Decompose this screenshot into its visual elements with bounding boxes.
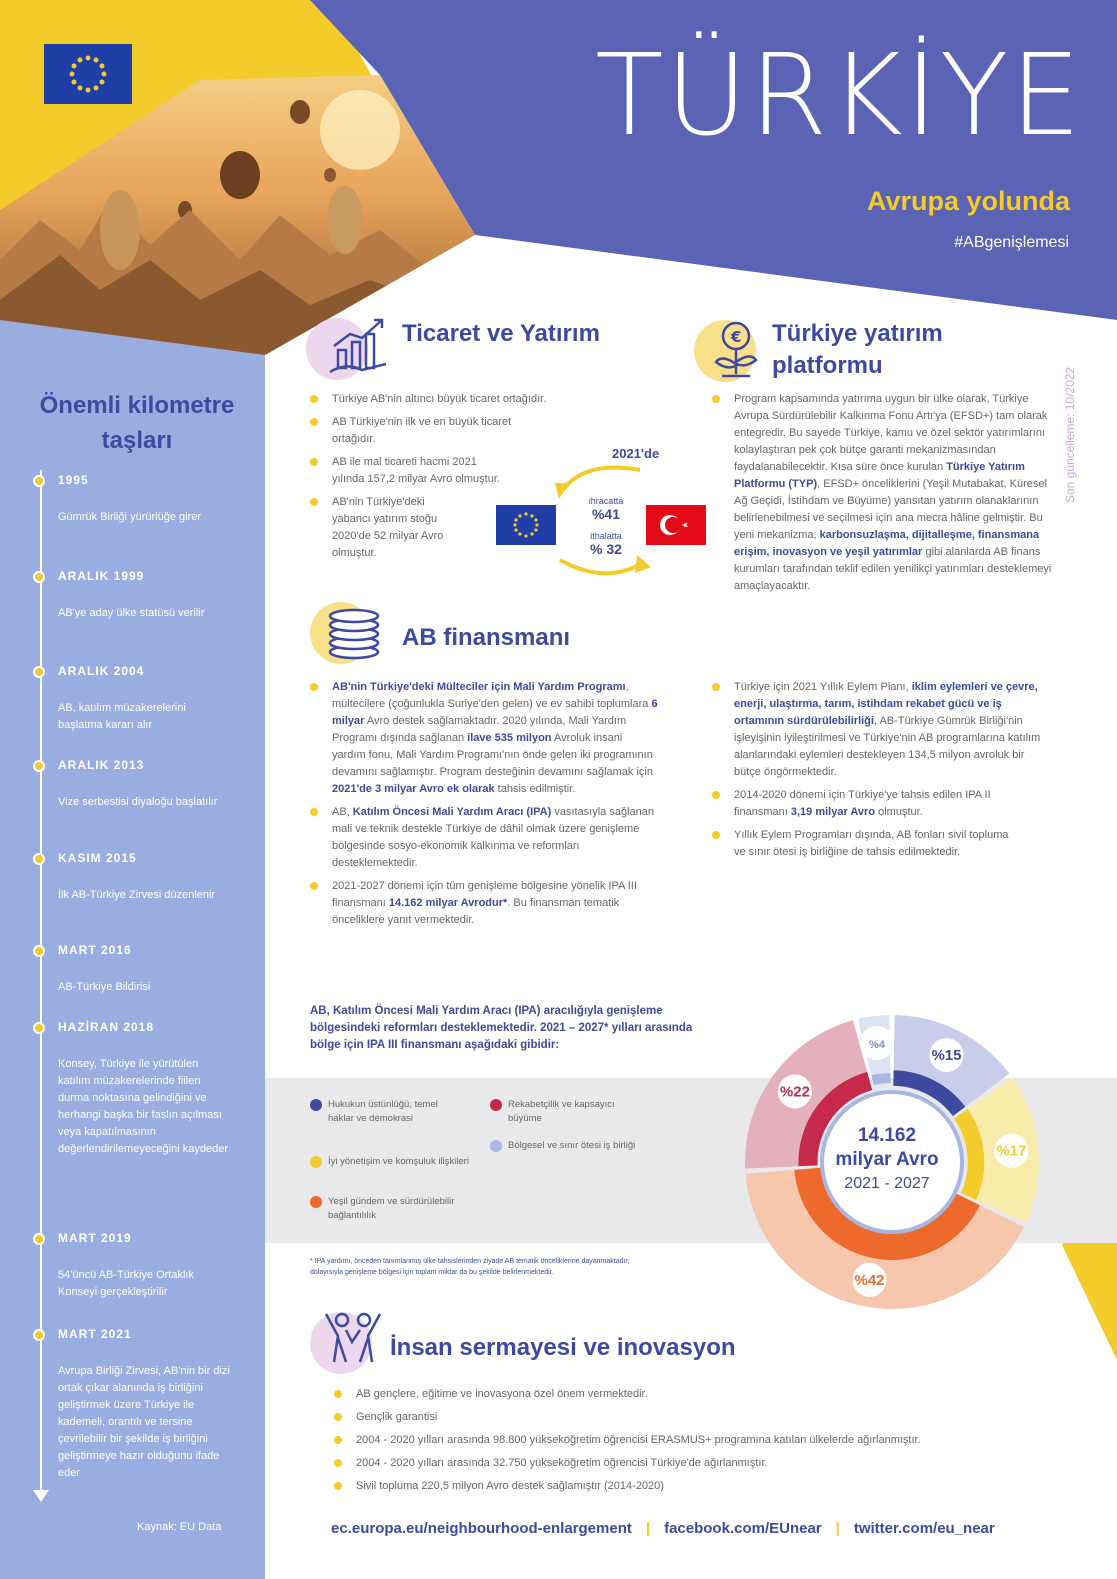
funding-title: AB finansmanı [402, 624, 571, 651]
milestone-year: MART 2021 [58, 1327, 132, 1341]
slice-label: %22 [779, 1083, 810, 1101]
list-item: 2004 - 2020 yılları arasında 98.800 yükseköğretim öğrencisi ERASMUS+ programına katılan ülkelerde ağırlanmıştır. [334, 1432, 986, 1449]
trade-title: Ticaret ve Yatırım [402, 320, 600, 347]
list-item: 2021-2027 dönemi için tüm genişleme bölgesine yönelik IPA III finansmanı 14.162 milyar Avrodur*. Bu finansman tematik önceliklere yanıt vermektedir. [310, 878, 658, 929]
slice-label: %17 [996, 1142, 1027, 1160]
slice-label: %4 [869, 1038, 885, 1051]
milestone-year: MART 2019 [58, 1231, 132, 1245]
export-label: ihracatta [588, 496, 624, 506]
legend-swatch [310, 1196, 322, 1208]
footnote: * IPA yardımı, önceden tanımlanmış ülke tahsislerinden ziyade AB tematik önceliklerine dayanmaktadır; dolayısıyla genişleme bölgesi için toplam miktar da bu şekilde belirlenmektedir. [310, 1258, 630, 1276]
legend-swatch [310, 1099, 322, 1111]
chart-center [812, 1124, 962, 1196]
milestone-year: MART 2016 [58, 943, 132, 957]
chart-center-amount: 14.162 [857, 1125, 917, 1146]
milestone-year: KASIM 2015 [58, 851, 137, 865]
milestone-year: ARALIK 2013 [58, 758, 145, 772]
twitter-link[interactable]: twitter.com/eu_near [853, 1520, 995, 1537]
investment-title: Türkiye yatırım platformu [772, 320, 943, 379]
trade-year-label: 2021'de [612, 446, 660, 461]
separator: | [835, 1520, 840, 1537]
timeline-dot-icon [33, 1233, 45, 1245]
legend-swatch [490, 1140, 502, 1152]
list-item: AB gençlere, eğitime ve inovasyona özel önem vermektedir. [334, 1386, 1014, 1403]
timeline-dot-icon [33, 760, 45, 772]
milestone-text: İlk AB-Türkiye Zirvesi düzenlenir [58, 889, 216, 901]
legend-swatch [490, 1099, 502, 1111]
legend-item: Yeşil gündem ve sürdürülebilir bağlantılılık [310, 1195, 460, 1223]
funding-list [310, 679, 658, 935]
list-item: AB ile mal ticareti hacmi 2021 yılında 157,2 milyar Avro olmuştur. [310, 454, 512, 488]
milestone-year: HAZİRAN 2018 [58, 1020, 155, 1034]
list-item: Türkiye AB'nin altıncı büyük ticaret ortağıdır. [310, 391, 582, 408]
timeline-dot-icon [33, 666, 45, 678]
milestone-text: Vize serbestisi diyaloğu başlatılır [58, 796, 218, 808]
import-value: % 32 [590, 541, 622, 557]
list-item: Sivil topluma 220,5 milyon Avro destek sağlamıştır (2014-2020) [334, 1478, 1014, 1495]
people-icon [310, 1312, 372, 1374]
trade-icon [306, 318, 368, 380]
milestone-text: 54'üncü AB-Türkiye Ortaklık Konseyi gerçekleştirilir [58, 1269, 194, 1298]
list-item: Gençlik garantisi [334, 1409, 1014, 1426]
slice-label: %15 [931, 1047, 962, 1065]
timeline-dot-icon [33, 945, 45, 957]
investment-list [712, 391, 1057, 601]
timeline-dot-icon [33, 475, 45, 487]
turkey-flag-icon [646, 505, 706, 545]
human-capital-list [334, 1386, 1014, 1501]
list-item: Program kapsamında yatırıma uygun bir ülke olarak, Türkiye Avrupa Sürdürülebilir Kalkınma Fonu Artı'ya (EFSD+) tam olarak entegredir. Bu sayede Türkiye, kamu ve özel sektör yatırımlarını kolaylaştıran pek çok bütçe garanti mekanizmasından faydalanabilecektir. Kısa süre önce kurulan Türkiye Yatırım Platformu (TYP), EFSD+ önceliklerini (Yeşil Mutabakat, Küresel Ağ Geçidi, İstihdam ve Büyüme) yansıtan yatırım olanaklarının belirlenebilmesi ve seçilmesi için ana mecra hâline gelmiştir. Bu yeni mekanizma, karbonsuzlaşma, dijitalleşme, finansmana erişim, inovasyon ve yeşil yatırımlar gibi alanlarda AB finans kurumları tarafından teklif edilen yenilikçi yatırımları desteklemeyi amaçlayacaktır. [712, 391, 1057, 595]
eu-flag-logo [44, 44, 132, 104]
eu-flag-icon [496, 505, 556, 545]
page-subtitle: Avrupa yolunda [866, 186, 1070, 216]
milestone-year: 1995 [58, 473, 89, 487]
milestone-text: AB-Türkiye Bildirisi [58, 981, 151, 993]
milestone-year: ARALIK 1999 [58, 569, 145, 583]
ipa-intro: AB, Katılım Öncesi Mali Yardım Aracı (IPA) aracılığıyla genişleme bölgesindeki reformları desteklemektedir. 2021 – 2027* yılları arasında bölge için IPA III finansmanı aşağıdaki gibidir: [310, 1005, 693, 1051]
list-item: AB Türkiye'nin ilk ve en büyük ticaret ortağıdır. [310, 414, 552, 448]
milestone-year: ARALIK 2004 [58, 664, 145, 678]
import-label: ithalatta [590, 531, 622, 541]
hashtag[interactable]: #ABgenişlemesi [954, 234, 1069, 251]
coins-icon [310, 602, 372, 664]
chart-center-unit: milyar Avro [835, 1149, 939, 1170]
separator: | [645, 1520, 651, 1537]
donut-slice [873, 1078, 891, 1080]
list-item: 2014-2020 dönemi için Türkiye'ye tahsis edilen IPA II finansmanı 3,19 milyar Avro olmuştur. [712, 787, 1042, 821]
footer-links [331, 1520, 995, 1537]
slice-label: %42 [854, 1271, 885, 1289]
export-value: %41 [591, 506, 621, 522]
legend-swatch [310, 1156, 322, 1168]
legend-item: Hukukun üstünlüğü, temel haklar ve demokrasi [310, 1098, 460, 1126]
timeline-dot-icon [33, 571, 45, 583]
timeline-arrow-icon [33, 1490, 49, 1502]
list-item: AB'nin Türkiye'deki Mülteciler için Mali Yardım Programı, mültecilere (çoğunlukla Suriye'den gelen) ve ev sahibi toplumlara 6 milyar Avro destek sağlamaktadır. 2020 yılında, Mali Yardım Programı dışında sağlanan ilave 535 milyon Avroluk insani yardım fonu, Mali Yardım Programı'nın önde gelen iki programının devamını sağlamıştır. Program desteğinin devamını sağlamak için 2021'de 3 milyar Avro ek olarak tahsis edilmiştir. [310, 679, 658, 798]
list-item: AB, Katılım Öncesi Mali Yardım Aracı (IPA) vasıtasıyla sağlanan mali ve teknik destekle Türkiye de dâhil olmak üzere genişleme bölgesinde sosyo-ekonomik kalkınma ve reformları desteklemektedir. [310, 804, 658, 872]
svg-text:€: € [731, 328, 742, 346]
list-item: Yıllık Eylem Programları dışında, AB fonları sivil topluma ve sınır ötesi iş birliğine de tahsis edilmektedir. [712, 827, 1014, 861]
legend-item: Rekabetçilik ve kapsayıcı büyüme [490, 1098, 650, 1126]
export-stat [570, 496, 642, 522]
milestone-text: Gümrük Birliği yürürlüğe girer [58, 511, 202, 523]
investment-icon [694, 320, 756, 382]
milestone-text: Konsey, Türkiye ile yürütülen katılım müzakerelerinde fiilen durma noktasına gelindiğini ve herhangi başka bir faslın açılması veya kapatılmasının değerlendirilemeyeceğini kaydeder [58, 1058, 228, 1155]
list-item: 2004 - 2020 yılları arasında 32.750 yükseköğretim öğrencisi Türkiye'de ağırlanmıştır. [334, 1455, 1014, 1472]
timeline-dot-icon [33, 853, 45, 865]
updated-date: Son güncelleme: 10/2022 [1063, 366, 1077, 503]
milestone-text: AB, katılım müzakerelerini başlatma kararı alır [58, 702, 186, 731]
timeline-dot-icon [33, 1329, 45, 1341]
milestone-text: Avrupa Birliği Zirvesi, AB'nin bir dizi ortak çıkar alanında iş birliğini geliştirmek üzere Türkiye ile kademeli, orantılı ve tersine çevrilebilir bir şekilde iş birliğini geliştirmeye hazır olduğunu ifade eder [58, 1365, 230, 1479]
human-capital-title: İnsan sermayesi ve inovasyon [390, 1334, 736, 1361]
legend-item: İyi yönetişim ve komşuluk ilişkileri [310, 1155, 470, 1169]
source-note: Kaynak: EU Data [137, 1521, 222, 1533]
milestones-title: Önemli kilometre taşları [39, 392, 235, 454]
timeline-dot-icon [33, 1022, 45, 1034]
investment-list-2 [712, 679, 1042, 867]
milestone-text: AB'ye aday ülke statüsü verilir [58, 607, 205, 619]
legend-item: Bölgesel ve sınır ötesi iş birliği [490, 1139, 650, 1153]
page-title: TÜRKİYE [595, 31, 1083, 161]
chart-subtitle: 2021 - 2027 [844, 1175, 930, 1192]
list-item: AB'nin Türkiye'deki yabancı yatırım stoğu 2020'de 52 milyar Avro olmuştur. [310, 494, 462, 562]
list-item: Türkiye için 2021 Yıllık Eylem Planı, iklim eylemleri ve çevre, enerji, ulaştırma, tarım, istihdam rekabet gücü ve iş ortamının sürdürülebilirliği, AB-Türkiye Gümrük Birliği'nin işleyişinin iyileştirilmesi ve Türkiye'nin AB programlarına katılım alanlarındaki eylemleri destekleyen 134,5 milyon avroluk bir bütçe öngörmektedir. [712, 679, 1042, 781]
import-stat [570, 531, 642, 557]
facebook-link[interactable]: facebook.com/EUnear [664, 1520, 822, 1537]
website-link[interactable]: ec.europa.eu/neighbourhood-enlargement [331, 1520, 632, 1537]
